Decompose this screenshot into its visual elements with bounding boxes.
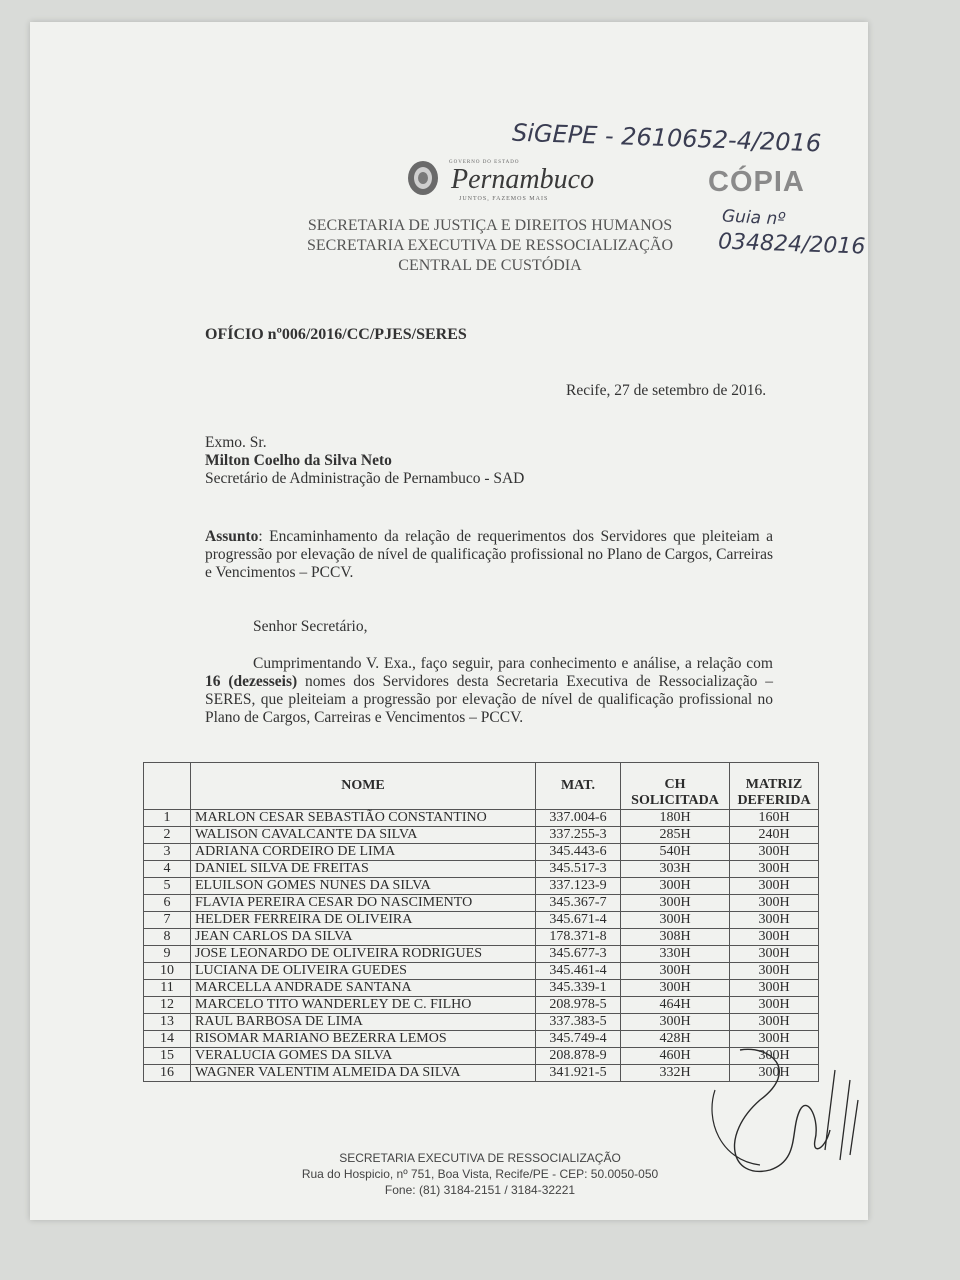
row-ch: 300H [621, 878, 730, 895]
row-mat: 208.978-5 [536, 997, 621, 1014]
row-number: 12 [144, 997, 191, 1014]
row-nome: ELUILSON GOMES NUNES DA SILVA [191, 878, 536, 895]
table-row [144, 1014, 819, 1031]
institution-header [270, 216, 710, 276]
row-ch: 308H [621, 929, 730, 946]
row-nome: MARCELLA ANDRADE SANTANA [191, 980, 536, 997]
header-nome: NOME [191, 763, 536, 810]
row-nome: MARLON CESAR SEBASTIÃO CONSTANTINO [191, 810, 536, 827]
row-ch: 300H [621, 980, 730, 997]
row-ch: 540H [621, 844, 730, 861]
row-nome: FLAVIA PEREIRA CESAR DO NASCIMENTO [191, 895, 536, 912]
recipient-salutation: Exmo. Sr. [205, 434, 267, 451]
row-number: 11 [144, 980, 191, 997]
row-matriz: 300H [730, 861, 819, 878]
body-part-2: nomes dos Servidores desta Secretaria Executiva de Ressocialização – SERES, que pleiteiam a progressão por elevação de nível de qualificação profissional no Plano de Cargos, Carreiras e Vencimentos – PCCV. [205, 673, 773, 726]
recipient-role: Secretário de Administração de Pernambuco - SAD [205, 470, 525, 487]
row-mat: 345.517-3 [536, 861, 621, 878]
coat-of-arms-icon [405, 158, 441, 198]
row-mat: 341.921-5 [536, 1065, 621, 1082]
pernambuco-logo [375, 138, 595, 202]
row-mat: 337.255-3 [536, 827, 621, 844]
row-nome: JEAN CARLOS DA SILVA [191, 929, 536, 946]
row-mat: 345.677-3 [536, 946, 621, 963]
servers-table [143, 762, 819, 1082]
recipient-name: Milton Coelho da Silva Neto [205, 452, 392, 469]
handwritten-protocol: SiGEPE - 2610652-4/2016 [511, 118, 822, 158]
row-mat: 337.383-5 [536, 1014, 621, 1031]
body-part-1: Cumprimentando V. Exa., faço seguir, para conhecimento e análise, a relação com [253, 655, 773, 672]
row-nome: WAGNER VALENTIM ALMEIDA DA SILVA [191, 1065, 536, 1082]
body-bold-count: 16 (dezesseis) [205, 673, 298, 690]
table-header-row [144, 763, 819, 810]
row-mat: 345.339-1 [536, 980, 621, 997]
row-ch: 285H [621, 827, 730, 844]
row-nome: RISOMAR MARIANO BEZERRA LEMOS [191, 1031, 536, 1048]
row-nome: VERALUCIA GOMES DA SILVA [191, 1048, 536, 1065]
row-matriz: 300H [730, 929, 819, 946]
row-number: 7 [144, 912, 191, 929]
row-number: 1 [144, 810, 191, 827]
logo-wordmark: Pernambuco [451, 164, 595, 195]
row-number: 5 [144, 878, 191, 895]
table-row [144, 878, 819, 895]
row-ch: 332H [621, 1065, 730, 1082]
footer-line-1: SECRETARIA EXECUTIVA DE RESSOCIALIZAÇÃO [339, 1151, 621, 1165]
body-paragraph [205, 655, 773, 727]
row-mat: 345.749-4 [536, 1031, 621, 1048]
row-ch: 180H [621, 810, 730, 827]
header-mat: MAT. [536, 763, 621, 810]
row-number: 9 [144, 946, 191, 963]
row-number: 8 [144, 929, 191, 946]
header-line-1: SECRETARIA DE JUSTIÇA E DIREITOS HUMANOS [307, 217, 673, 234]
row-ch: 303H [621, 861, 730, 878]
table-row [144, 980, 819, 997]
row-matriz: 160H [730, 810, 819, 827]
footer-line-3: Fone: (81) 3184-2151 / 3184-32221 [384, 1183, 576, 1197]
row-matriz: 300H [730, 878, 819, 895]
row-matriz: 300H [730, 1048, 819, 1065]
row-nome: MARCELO TITO WANDERLEY DE C. FILHO [191, 997, 536, 1014]
row-nome: DANIEL SILVA DE FREITAS [191, 861, 536, 878]
table-row [144, 895, 819, 912]
row-matriz: 300H [730, 980, 819, 997]
row-ch: 300H [621, 1014, 730, 1031]
row-mat: 208.878-9 [536, 1048, 621, 1065]
greeting: Senhor Secretário, [253, 618, 368, 635]
row-ch: 460H [621, 1048, 730, 1065]
table-row [144, 997, 819, 1014]
row-ch: 300H [621, 963, 730, 980]
row-ch: 464H [621, 997, 730, 1014]
row-nome: JOSE LEONARDO DE OLIVEIRA RODRIGUES [191, 946, 536, 963]
row-number: 14 [144, 1031, 191, 1048]
recipient-block [205, 434, 765, 488]
table-row [144, 810, 819, 827]
row-number: 2 [144, 827, 191, 844]
table-row [144, 929, 819, 946]
oficio-number: OFÍCIO nº006/2016/CC/PJES/SERES [205, 326, 467, 343]
row-ch: 300H [621, 895, 730, 912]
row-ch: 428H [621, 1031, 730, 1048]
page-footer [270, 1150, 690, 1198]
table-row [144, 827, 819, 844]
header-line-3: CENTRAL DE CUSTÓDIA [398, 257, 582, 274]
header-ch: CH SOLICITADA [621, 763, 730, 810]
row-nome: ADRIANA CORDEIRO DE LIMA [191, 844, 536, 861]
row-nome: RAUL BARBOSA DE LIMA [191, 1014, 536, 1031]
subject-label: Assunto [205, 528, 259, 545]
document-date: Recife, 27 de setembro de 2016. [566, 382, 767, 399]
footer-line-2: Rua do Hospicio, nº 751, Boa Vista, Recife/PE - CEP: 50.0050-050 [301, 1167, 659, 1181]
row-mat: 337.123-9 [536, 878, 621, 895]
logo-top-text: GOVERNO DO ESTADO [449, 160, 520, 165]
table-row [144, 963, 819, 980]
row-matriz: 300H [730, 895, 819, 912]
table-row [144, 946, 819, 963]
handwritten-guia-label: Guia nº [721, 206, 786, 230]
row-number: 16 [144, 1065, 191, 1082]
row-number: 13 [144, 1014, 191, 1031]
copia-stamp: CÓPIA [708, 166, 805, 198]
row-number: 4 [144, 861, 191, 878]
row-matriz: 300H [730, 912, 819, 929]
table-row [144, 861, 819, 878]
handwritten-guia-number: 034824/2016 [717, 229, 866, 260]
row-nome: HELDER FERREIRA DE OLIVEIRA [191, 912, 536, 929]
row-matriz: 300H [730, 844, 819, 861]
row-mat: 345.461-4 [536, 963, 621, 980]
header-line-2: SECRETARIA EXECUTIVA DE RESSOCIALIZAÇÃO [307, 237, 673, 254]
row-nome: WALISON CAVALCANTE DA SILVA [191, 827, 536, 844]
row-matriz: 300H [730, 997, 819, 1014]
row-mat: 345.671-4 [536, 912, 621, 929]
subject-paragraph [205, 528, 773, 582]
row-matriz: 300H [730, 1065, 819, 1082]
handwritten-signature [700, 1040, 870, 1180]
row-mat: 178.371-8 [536, 929, 621, 946]
row-ch: 330H [621, 946, 730, 963]
row-ch: 300H [621, 912, 730, 929]
row-matriz: 240H [730, 827, 819, 844]
table-row [144, 844, 819, 861]
row-number: 3 [144, 844, 191, 861]
logo-subtitle: JUNTOS, FAZEMOS MAIS [459, 196, 549, 202]
row-matriz: 300H [730, 946, 819, 963]
header-matriz: MATRIZ DEFERIDA [730, 763, 819, 810]
row-number: 15 [144, 1048, 191, 1065]
row-number: 6 [144, 895, 191, 912]
row-matriz: 300H [730, 963, 819, 980]
row-mat: 337.004-6 [536, 810, 621, 827]
row-matriz: 300H [730, 1014, 819, 1031]
subject-text: : Encaminhamento da relação de requerimentos dos Servidores que pleiteiam a progressão por elevação de nível de qualificação profissional no Plano de Cargos, Carreiras e Vencimentos – PCCV. [205, 528, 773, 581]
row-number: 10 [144, 963, 191, 980]
row-matriz: 300H [730, 1031, 819, 1048]
table-row [144, 912, 819, 929]
row-mat: 345.443-6 [536, 844, 621, 861]
row-mat: 345.367-7 [536, 895, 621, 912]
header-number [144, 763, 191, 810]
row-nome: LUCIANA DE OLIVEIRA GUEDES [191, 963, 536, 980]
